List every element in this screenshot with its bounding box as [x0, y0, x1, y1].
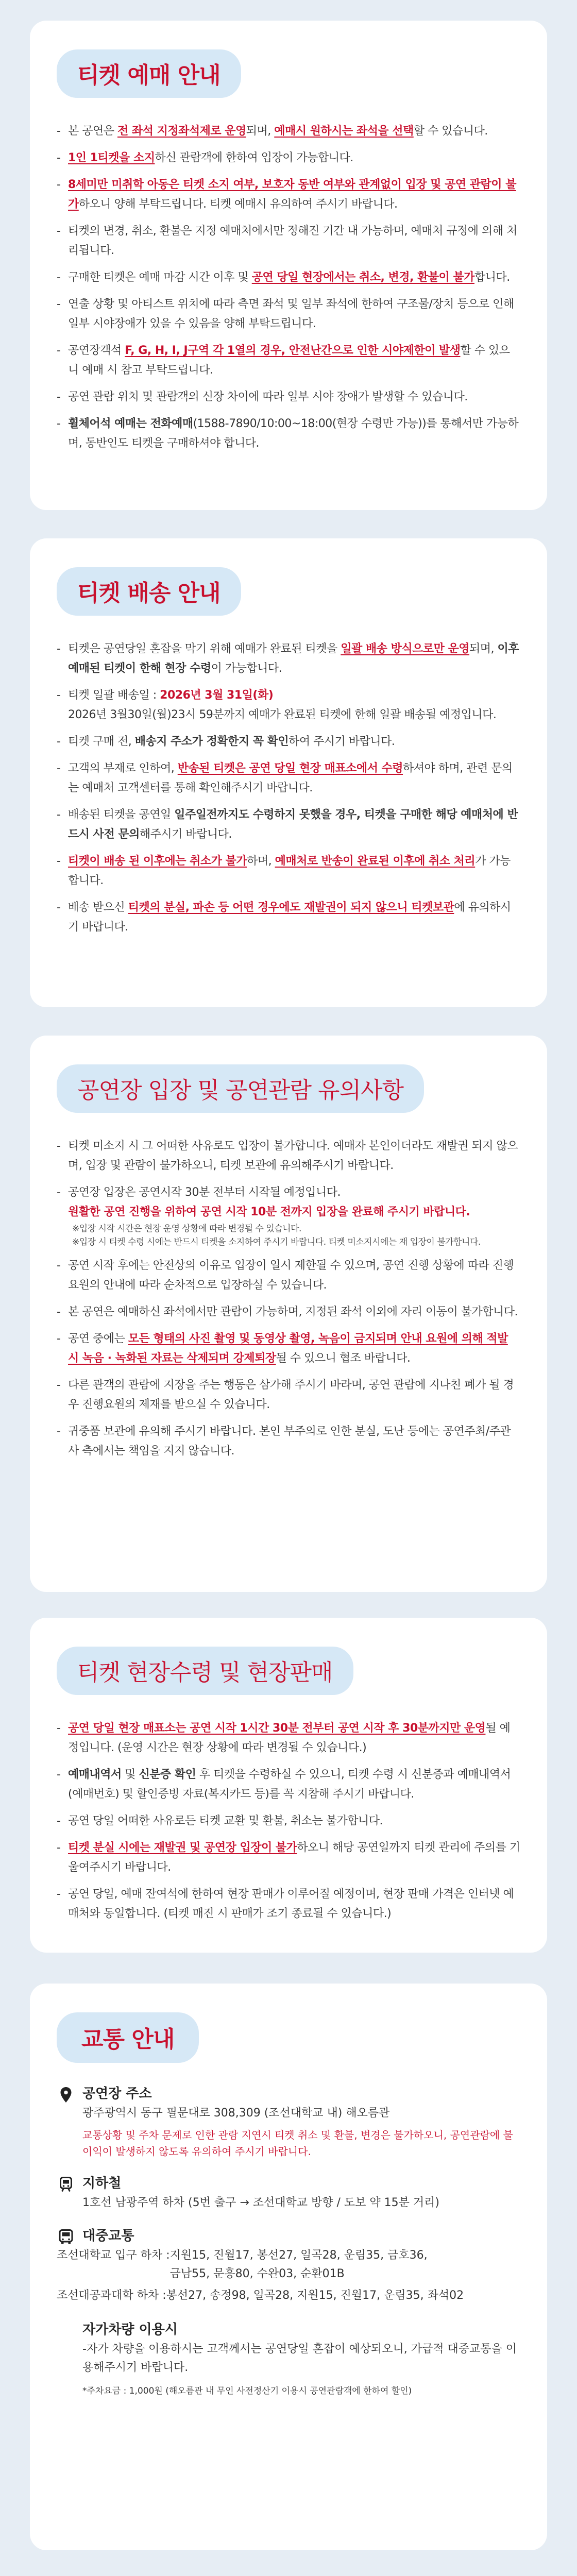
notice-text: 공연 중에는	[68, 1332, 128, 1345]
car-text: -자가 차량을 이용하시는 고객께서는 공연당일 혼잡이 예상되오니, 가급적 대중교통을 이용해주시기 바랍니다.	[82, 2343, 517, 2374]
notice-text: 배송된 티켓을 공연일	[68, 808, 175, 821]
notice-item	[57, 148, 520, 168]
venue-warning: 교통상황 및 주차 문제로 인한 관람 지연시 티켓 취소 및 환불, 변경은 불가하오니, 공연관람에 불이익이 발생하지 않도록 유의하여 주시기 바랍니다.	[82, 2129, 513, 2158]
traffic-content	[57, 2083, 520, 2399]
notice-text: 휠체어석 예매는 전화예매	[68, 417, 193, 430]
notice-text: 다른 관객의 관람에 지장을 주는 행동은 삼가해 주시기 바라며, 공연 관람에 지나친 폐가 될 경우 진행요원의 제재를 받으실 수 있습니다.	[68, 1379, 514, 1411]
entry-notice-card	[30, 1036, 547, 1592]
notice-text: 고객의 부재로 인하여,	[68, 762, 178, 775]
notice-text: ※입장 시작 시간은 현장 운영 상황에 따라 변경될 수 있습니다.	[72, 1224, 301, 1234]
notice-item	[57, 1183, 520, 1249]
notice-text: 공연 당일 어떠한 사유로든 티켓 교환 및 환불, 취소는 불가합니다.	[68, 1815, 383, 1827]
notice-item	[57, 1137, 520, 1176]
notice-item	[57, 175, 520, 214]
notice-item	[57, 1719, 520, 1758]
notice-item	[57, 1838, 520, 1877]
notice-text: 예매시 원하시는 좌석을 선택	[274, 125, 414, 138]
notice-text: 되며,	[246, 125, 275, 138]
notice-text: 공연 당일 현장에서는 취소, 변경, 환불이 불가	[251, 271, 474, 284]
notice-text: F, G, H, I, J구역 각 1열의 경우, 안전난간으로 인한 시야제한이 발생	[125, 344, 461, 357]
notice-text: 전 좌석 지정좌석제로 운영	[117, 125, 246, 138]
notice-text: 2026년 3월 31일(화)	[160, 689, 274, 702]
notice-text: 본 공연은 예매하신 좌석에서만 관람이 가능하며, 지정된 좌석 이외에 자리 이동이 불가합니다.	[68, 1306, 518, 1318]
section-title: 티켓 예매 안내	[57, 49, 241, 98]
notice-item	[57, 1885, 520, 1924]
notice-text: 될 예정입니다. (운영 시간은 현장 상황에 따라 변경될 수 있습니다.)	[68, 1722, 511, 1754]
notice-text: 구매한 티켓은 예매 마감 시간 이후 및	[68, 271, 252, 284]
onsite-ticket-card	[30, 1618, 547, 1953]
section-title: 티켓 현장수령 및 현장판매	[57, 1647, 353, 1695]
notice-text: 공연 관람 위치 및 관람객의 신장 차이에 따라 일부 시야 장애가 발생할 수 있습니다.	[68, 391, 468, 403]
car-block	[57, 2319, 520, 2399]
notice-item	[57, 1811, 520, 1831]
notice-text: 할 수 있습니다.	[413, 125, 488, 138]
notice-item	[57, 898, 520, 937]
notice-text: 티켓 구매 전,	[68, 735, 135, 748]
notice-item	[57, 387, 520, 407]
notice-text: 공연장 입장은 공연시작 30분 전부터 시작될 예정입니다.	[68, 1186, 341, 1199]
notice-text: 모든 형태의 사진 촬영 및 동영상 촬영, 녹음이 금지되며 안내 요원에 의해 적발 시 녹음 · 녹화된 자료는 삭제되며 강제퇴장	[68, 1332, 508, 1365]
notice-text: 하여 주시기 바랍니다.	[288, 735, 395, 748]
notice-item	[57, 414, 520, 453]
notice-text: 되며,	[469, 642, 498, 655]
notice-item	[57, 1329, 520, 1368]
notice-text: 하신 관람객에 한하여 입장이 가능합니다.	[155, 151, 353, 164]
notice-item	[57, 759, 520, 798]
notice-text: 해주시기 바랍니다.	[139, 828, 232, 841]
notice-text: 신분증 확인	[139, 1768, 196, 1781]
bus-heading: 대중교통	[82, 2228, 134, 2244]
onsite-list	[57, 1719, 520, 1924]
notice-item	[57, 341, 520, 380]
ticket-delivery-card	[30, 538, 547, 1007]
entry-list	[57, 1137, 520, 1461]
notice-text: 2026년 3월30일(월)23시 59분까지 예매가 완료된 티켓에 한해 일괄 배송될 예정입니다.	[68, 708, 497, 721]
notice-item	[57, 1376, 520, 1415]
notice-text: 이 가능합니다.	[211, 662, 282, 675]
notice-text: 연출 상황 및 아티스트 위치에 따라 측면 좌석 및 일부 좌석에 한하여 구조물/장치 등으로 인해 일부 시야장애가 있을 수 있음을 양해 부탁드립니다.	[68, 298, 514, 330]
notice-text: 공연 당일 현장 매표소는 공연 시작 1시간 30분 전부터 공연 시작 후 30분까지만 운영	[68, 1722, 486, 1735]
notice-item	[57, 852, 520, 891]
bus-route-list	[170, 2246, 428, 2283]
notice-text: 티켓이 배송 된 이후에는 취소가 불가	[68, 855, 247, 868]
notice-text: (1588-7890/10:00~18:00(현장 수령만 가능))를 통해서만 가능하며, 동반인도 티켓을 구매하셔야 합니다.	[68, 417, 519, 450]
notice-text: 하며,	[247, 855, 275, 868]
notice-text: 공연 시작 후에는 안전상의 이유로 입장이 일시 제한될 수 있으며, 공연 진행 상황에 따라 진행요원의 안내에 따라 순차적으로 입장하실 수 있습니다.	[68, 1259, 514, 1292]
notice-text: 일괄 배송 방식으로만 운영	[341, 642, 470, 655]
notice-text: 티켓 일괄 배송일 :	[68, 689, 160, 702]
notice-item	[57, 295, 520, 334]
bus-rows	[57, 2246, 520, 2305]
notice-text: 할 수 있으니 예매 시 참고 부탁드립니다.	[68, 344, 510, 377]
notice-item	[57, 1256, 520, 1295]
section-title: 티켓 배송 안내	[57, 567, 241, 616]
notice-text: 1인 1티켓을 소지	[68, 151, 155, 164]
notice-item	[57, 686, 520, 725]
parking-fee: *주차요금 : 1,000원 (해오름관 내 무인 사전정산기 이용시 공연관람객에 한하여 할인)	[82, 2386, 412, 2396]
notice-text: (티켓 매진 시 판매가 조기 종료될 수 있습니다.)	[163, 1907, 392, 1920]
notice-text: 공연 당일, 예매 잔여석에 한하여 현장 판매가 이루어질 예정이며, 현장 판매 가격은 인터넷 예매처와 동일합니다.	[68, 1888, 514, 1920]
subway-text: 1호선 남광주역 하차 (5번 출구 → 조선대학교 방향 / 도보 약 15분 거리)	[82, 2196, 439, 2209]
location-pin-icon	[57, 2086, 75, 2104]
bus-stop-label: 조선대공과대학 하차 :	[57, 2289, 166, 2302]
notice-text: 합니다.	[474, 271, 510, 284]
notice-text: ※입장 시 티켓 수령 시에는 반드시 티켓을 소지하여 주시기 바랍니다. 티켓 미소지시에는 재 입장이 불가합니다.	[72, 1237, 481, 1247]
notice-text: 8세미만 미취학 아동은 티켓 소지 여부, 보호자 동반 여부와 관계없이 입장 및 공연 관람이 불가	[68, 178, 516, 211]
notice-text: 일주일전까지도 수령하지 못했을 경우, 티켓을 구매한 해당 예매처에 반드시 사전 문의	[68, 808, 518, 841]
notice-text: 티켓 분실 시에는 재발권 및 공연장 입장이 불가	[68, 1841, 297, 1854]
bus-icon	[57, 2228, 75, 2246]
bus-routes-line: 지원15, 진월17, 봉선27, 일곡28, 운림35, 금호36,	[169, 2249, 428, 2262]
venue-address: 광주광역시 동구 필문대로 308,309 (조선대학교 내) 해오름관	[82, 2107, 390, 2120]
notice-text: 예매처로 반송이 완료된 이후에 취소 처리	[275, 855, 476, 868]
subway-icon	[57, 2175, 75, 2194]
bus-stop-label: 조선대학교 입구 하차 :	[57, 2249, 170, 2262]
bus-row	[57, 2286, 520, 2305]
notice-text: 반송된 티켓은 공연 당일 현장 매표소에서 수령	[177, 762, 403, 775]
notice-text: 본 공연은	[68, 125, 117, 138]
notice-text: 배송지 주소가 정확한지 꼭 확인	[134, 735, 289, 748]
notice-text: 하오니 해당 공연일까지 티켓 관리에 주의를 기울여주시기 바랍니다.	[68, 1841, 520, 1874]
notice-item	[57, 639, 520, 679]
notice-item	[57, 268, 520, 287]
notice-text: 티켓의 변경, 취소, 환불은 지정 예매처에서만 정해진 기간 내 가능하며, 예매처 규정에 의해 처리됩니다.	[68, 225, 517, 257]
notice-text: 티켓은 공연당일 혼잡을 막기 위해 예매가 완료된 티켓을	[68, 642, 341, 655]
notice-text: 가 가능합니다.	[68, 855, 511, 887]
notice-text: 티켓의 분실, 파손 등 어떤 경우에도 재발권이 되지 않으니 티켓보관	[128, 901, 454, 914]
bus-row	[57, 2246, 520, 2283]
ticket-booking-card	[30, 21, 547, 510]
notice-text: 및	[121, 1768, 139, 1781]
venue-heading: 공연장 주소	[82, 2086, 152, 2102]
notice-text: 배송 받으신	[68, 901, 128, 914]
notice-text: 원활한 공연 진행을 위하여 공연 시작 10분 전까지 입장을 완료해 주시기 바랍니다.	[68, 1206, 470, 1218]
notice-item	[57, 222, 520, 261]
section-title: 공연장 입장 및 공연관람 유의사항	[57, 1064, 424, 1113]
traffic-card	[30, 1984, 547, 2550]
notice-item	[57, 1765, 520, 1804]
notice-text: 될 수 있으니 협조 바랍니다.	[276, 1352, 411, 1365]
notice-item	[57, 732, 520, 752]
subway-block	[57, 2173, 520, 2212]
venue-block	[57, 2083, 520, 2160]
notice-text: 귀중품 보관에 유의해 주시기 바랍니다. 본인 부주의로 인한 분실, 도난 등에는 공연주최/주관사 측에서는 책임을 지지 않습니다.	[68, 1425, 511, 1458]
bus-routes-line: 금남55, 문흥80, 수완03, 순환01B	[169, 2267, 345, 2280]
bus-block	[57, 2226, 520, 2305]
notice-item	[57, 805, 520, 844]
delivery-list	[57, 639, 520, 937]
notice-item	[57, 1422, 520, 1461]
car-heading: 자가차량 이용시	[82, 2322, 178, 2337]
notice-text: 예매내역서	[68, 1768, 122, 1781]
booking-list	[57, 122, 520, 453]
subway-heading: 지하철	[82, 2176, 122, 2191]
notice-text: 이후 예매된 티켓이 한해 현장 수령	[68, 642, 519, 675]
notice-text: 하셔야 하며, 관련 문의는 예매처 고객센터를 통해 확인해주시기 바랍니다.	[68, 762, 513, 794]
section-title: 교통 안내	[57, 2012, 199, 2063]
notice-text: 티켓 미소지 시 그 어떠한 사유로도 입장이 불가합니다. 예매자 본인이더라도 재발권 되지 않으며, 입장 및 관람이 불가하오니, 티켓 보관에 유의해주시기 바랍니다.	[68, 1140, 518, 1172]
notice-item	[57, 122, 520, 141]
notice-text: 후 티켓을 수령하실 수 있으니, 티켓 수령 시 신분증과 예매내역서(예매번호) 및 할인증빙 자료(복지카드 등)를 꼭 지참해 주시기 바랍니다.	[68, 1768, 511, 1801]
notice-text: 하오니 양해 부탁드립니다. 티켓 예매시 유의하여 주시기 바랍니다.	[78, 198, 398, 211]
notice-text: 공연장객석	[68, 344, 125, 357]
notice-text: 에 유의하시기 바랍니다.	[68, 901, 511, 934]
bus-routes-line: 봉선27, 송정98, 일곡28, 지원15, 진월17, 운림35, 좌석02	[166, 2289, 464, 2302]
notice-item	[57, 1302, 520, 1322]
